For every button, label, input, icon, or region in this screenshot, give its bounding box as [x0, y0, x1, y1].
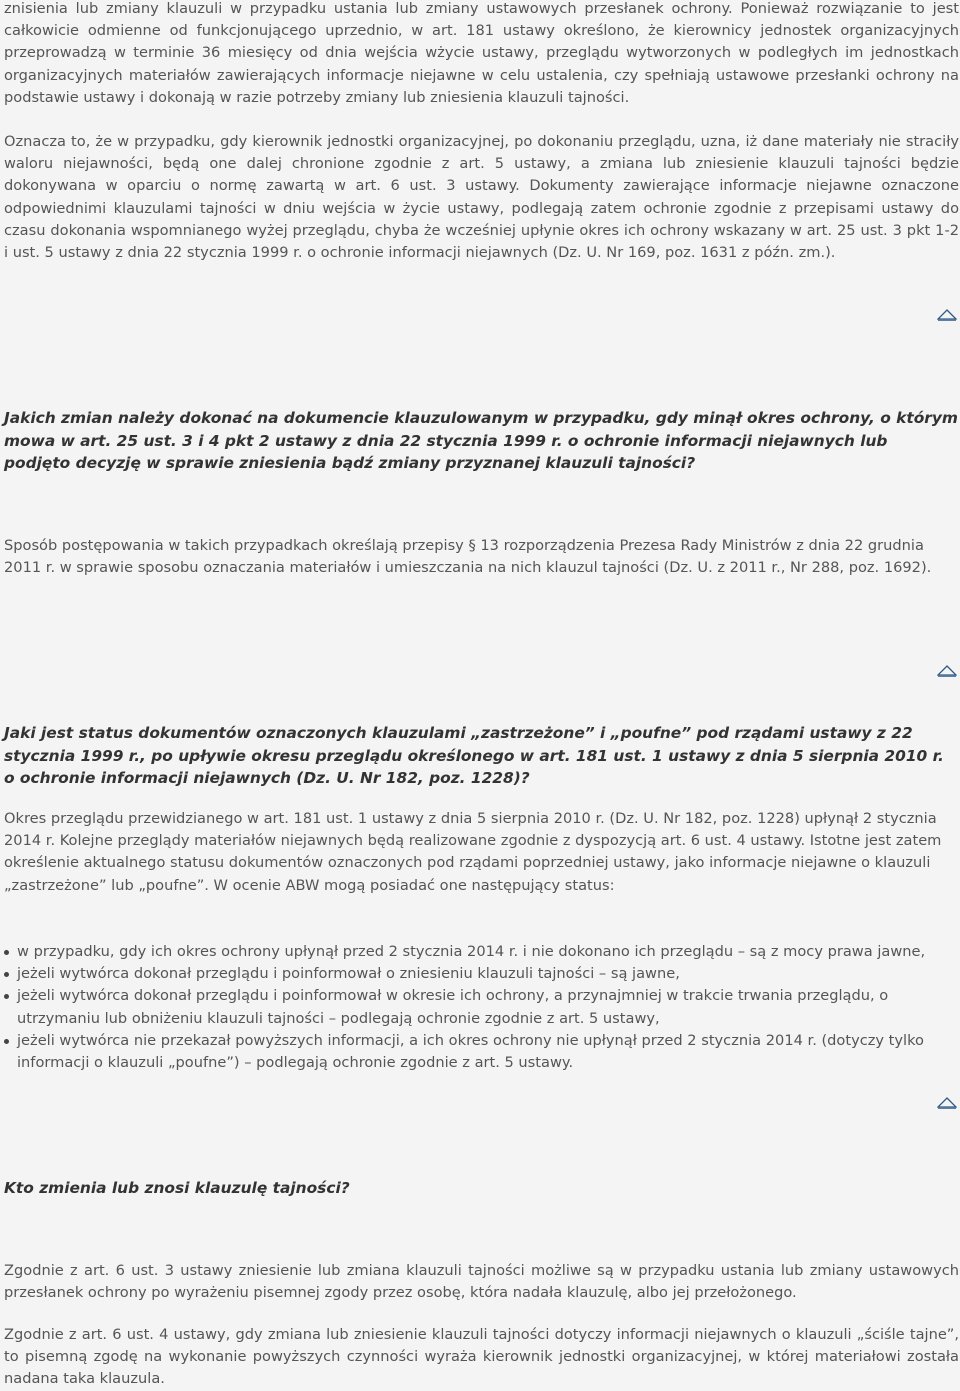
bullet-dot-icon — [4, 994, 9, 999]
list-item: jeżeli wytwórca nie przekazał powyższych informacji, a ich okres ochrony nie upłynął przed 2 stycznia 2014 r. (dotyczy tylko informacji o klauzuli „poufne”) – podlegają ochronie zgodnie z art. 5 ustawy. — [4, 1030, 959, 1074]
section-3 — [4, 722, 959, 790]
question-heading: Jaki jest status dokumentów oznaczonych klauzulami „zastrzeżone” i „poufne” pod rządami ustawy z 22 stycznia 1999 r., po upływie okresu przeglądu określonego w art. 181 ust. 1 ustawy z dnia 5 sierpnia 2010 r. o ochronie informacji niejawnych (Dz. U. Nr 182, poz. 1228)? — [4, 724, 944, 787]
back-to-top-icon[interactable] — [937, 309, 957, 321]
question-heading: Jakich zmian należy dokonać na dokumencie klauzulowanym w przypadku, gdy minął okres ochrony, o którym mowa w art. 25 ust. 3 i 4 pkt 2 ustawy z dnia 22 stycznia 1999 r. o ochronie informacji niejawnych lub podjęto decyzję w sprawie zniesienia bądź zmiany przyznanej klauzuli tajności? — [4, 409, 958, 472]
section-2-answer — [4, 535, 959, 579]
section-4-answer-1 — [4, 1260, 959, 1304]
list-item: jeżeli wytwórca dokonał przeglądu i poinformował o zniesieniu klauzuli tajności – są jawne, — [4, 963, 959, 985]
paragraph: Zgodnie z art. 6 ust. 4 ustawy, gdy zmiana lub zniesienie klauzuli tajności dotyczy informacji niejawnych o klauzuli „ściśle tajne”, to pisemną zgodę na wykonanie powyższych czynności wyraża kierownik jednostki organizacyjnej, w której materiałowi została nadana taka klauzula. — [4, 1326, 959, 1388]
section-1-cont — [4, 131, 959, 264]
bullet-dot-icon — [4, 1039, 9, 1044]
paragraph: Oznacza to, że w przypadku, gdy kierownik jednostki organizacyjnej, po dokonaniu przeglądu, uzna, iż dane materiały nie straciły waloru niejawności, będą one dalej chronione zgodnie z art. 5 ustawy, a zmiana lub zniesienie klauzuli tajności będzie dokonywana w oparciu o normę zawartą w art. 6 ust. 3 ustawy. Dokumenty zawierające informacje niejawne oznaczone odpowiednimi klauzulami tajności w dniu wejścia w życie ustawy, podlegają zatem ochronie zgodnie z przepisami ustawy do czasu dokonania wspomnianego wyżej przeglądu, chyba że wcześniej upłynie okres ich ochrony wskazany w art. 25 ust. 3 pkt 1-2 i ust. 5 ustawy z dnia 22 stycznia 1999 r. o ochronie informacji niejawnych (Dz. U. Nr 169, poz. 1631 z późn. zm.). — [4, 133, 959, 262]
bullet-dot-icon — [4, 972, 9, 977]
paragraph: Sposób postępowania w takich przypadkach określają przepisy § 13 rozporządzenia Prezesa Rady Ministrów z dnia 22 grudnia 2011 r. w sprawie sposobu oznaczania materiałów i umieszczania na nich klauzul tajności (Dz. U. z 2011 r., Nr 288, poz. 1692). — [4, 537, 932, 577]
list-item: w przypadku, gdy ich okres ochrony upłynął przed 2 stycznia 2014 r. i nie dokonano ich przeglądu – są z mocy prawa jawne, — [4, 941, 959, 963]
back-to-top-icon[interactable] — [937, 665, 957, 677]
paragraph: Zgodnie z art. 6 ust. 3 ustawy zniesienie lub zmiana klauzuli tajności możliwe są w przypadku ustania lub zmiany ustawowych przesłanek ochrony po wyrażeniu pisemnej zgody przez osobę, która nadała klauzulę, albo jej przełożonego. — [4, 1262, 959, 1302]
question-heading: Kto zmienia lub znosi klauzulę tajności? — [4, 1179, 350, 1197]
status-list — [4, 941, 959, 1074]
list-item: jeżeli wytwórca dokonał przeglądu i poinformował w okresie ich ochrony, a przynajmniej w trakcie trwania przeglądu, o utrzymaniu lub obniżeniu klauzuli tajności – podlegają ochronie zgodnie z art. 5 ustawy, — [4, 985, 959, 1029]
paragraph: znisienia lub zmiany klauzuli w przypadku ustania lub zmiany ustawowych przesłanek ochrony. Ponieważ rozwiązanie to jest całkowicie odmienne od funkcjonującego uprzednio, w art. 181 ustawy określono, że kierownicy jednostek organizacyjnych przeprowadzą w terminie 36 miesięcy od dnia wejścia wżycie ustawy, przeglądu wytworzonych w podległych im jednostkach organizacyjnych materiałów zawierających informacje niejawne w celu ustalenia, czy spełniają ustawowe przesłanki ochrony na podstawie ustawy i dokonają w razie potrzeby zmiany lub zniesienia klauzuli tajności. — [4, 0, 959, 106]
back-to-top-icon[interactable] — [937, 1097, 957, 1109]
section-3-answer — [4, 808, 959, 897]
section-4-answer-2 — [4, 1324, 959, 1391]
bullet-dot-icon — [4, 950, 9, 955]
section-4 — [4, 1177, 959, 1200]
section-2 — [4, 407, 959, 475]
paragraph: Okres przeglądu przewidzianego w art. 181 ust. 1 ustawy z dnia 5 sierpnia 2010 r. (Dz. U. Nr 182, poz. 1228) upłynął 2 stycznia 2014 r. Kolejne przeglądy materiałów niejawnych będą realizowane zgodnie z dyspozycją art. 6 ust. 4 ustawy. Istotne jest zatem określenie aktualnego statusu dokumentów oznaczonych pod rządami poprzedniej ustawy, jako informacje niejawne o klauzuli „zastrzeżone” lub „poufne”. W ocenie ABW mogą posiadać one następujący status: — [4, 810, 942, 894]
section-1 — [4, 0, 959, 109]
